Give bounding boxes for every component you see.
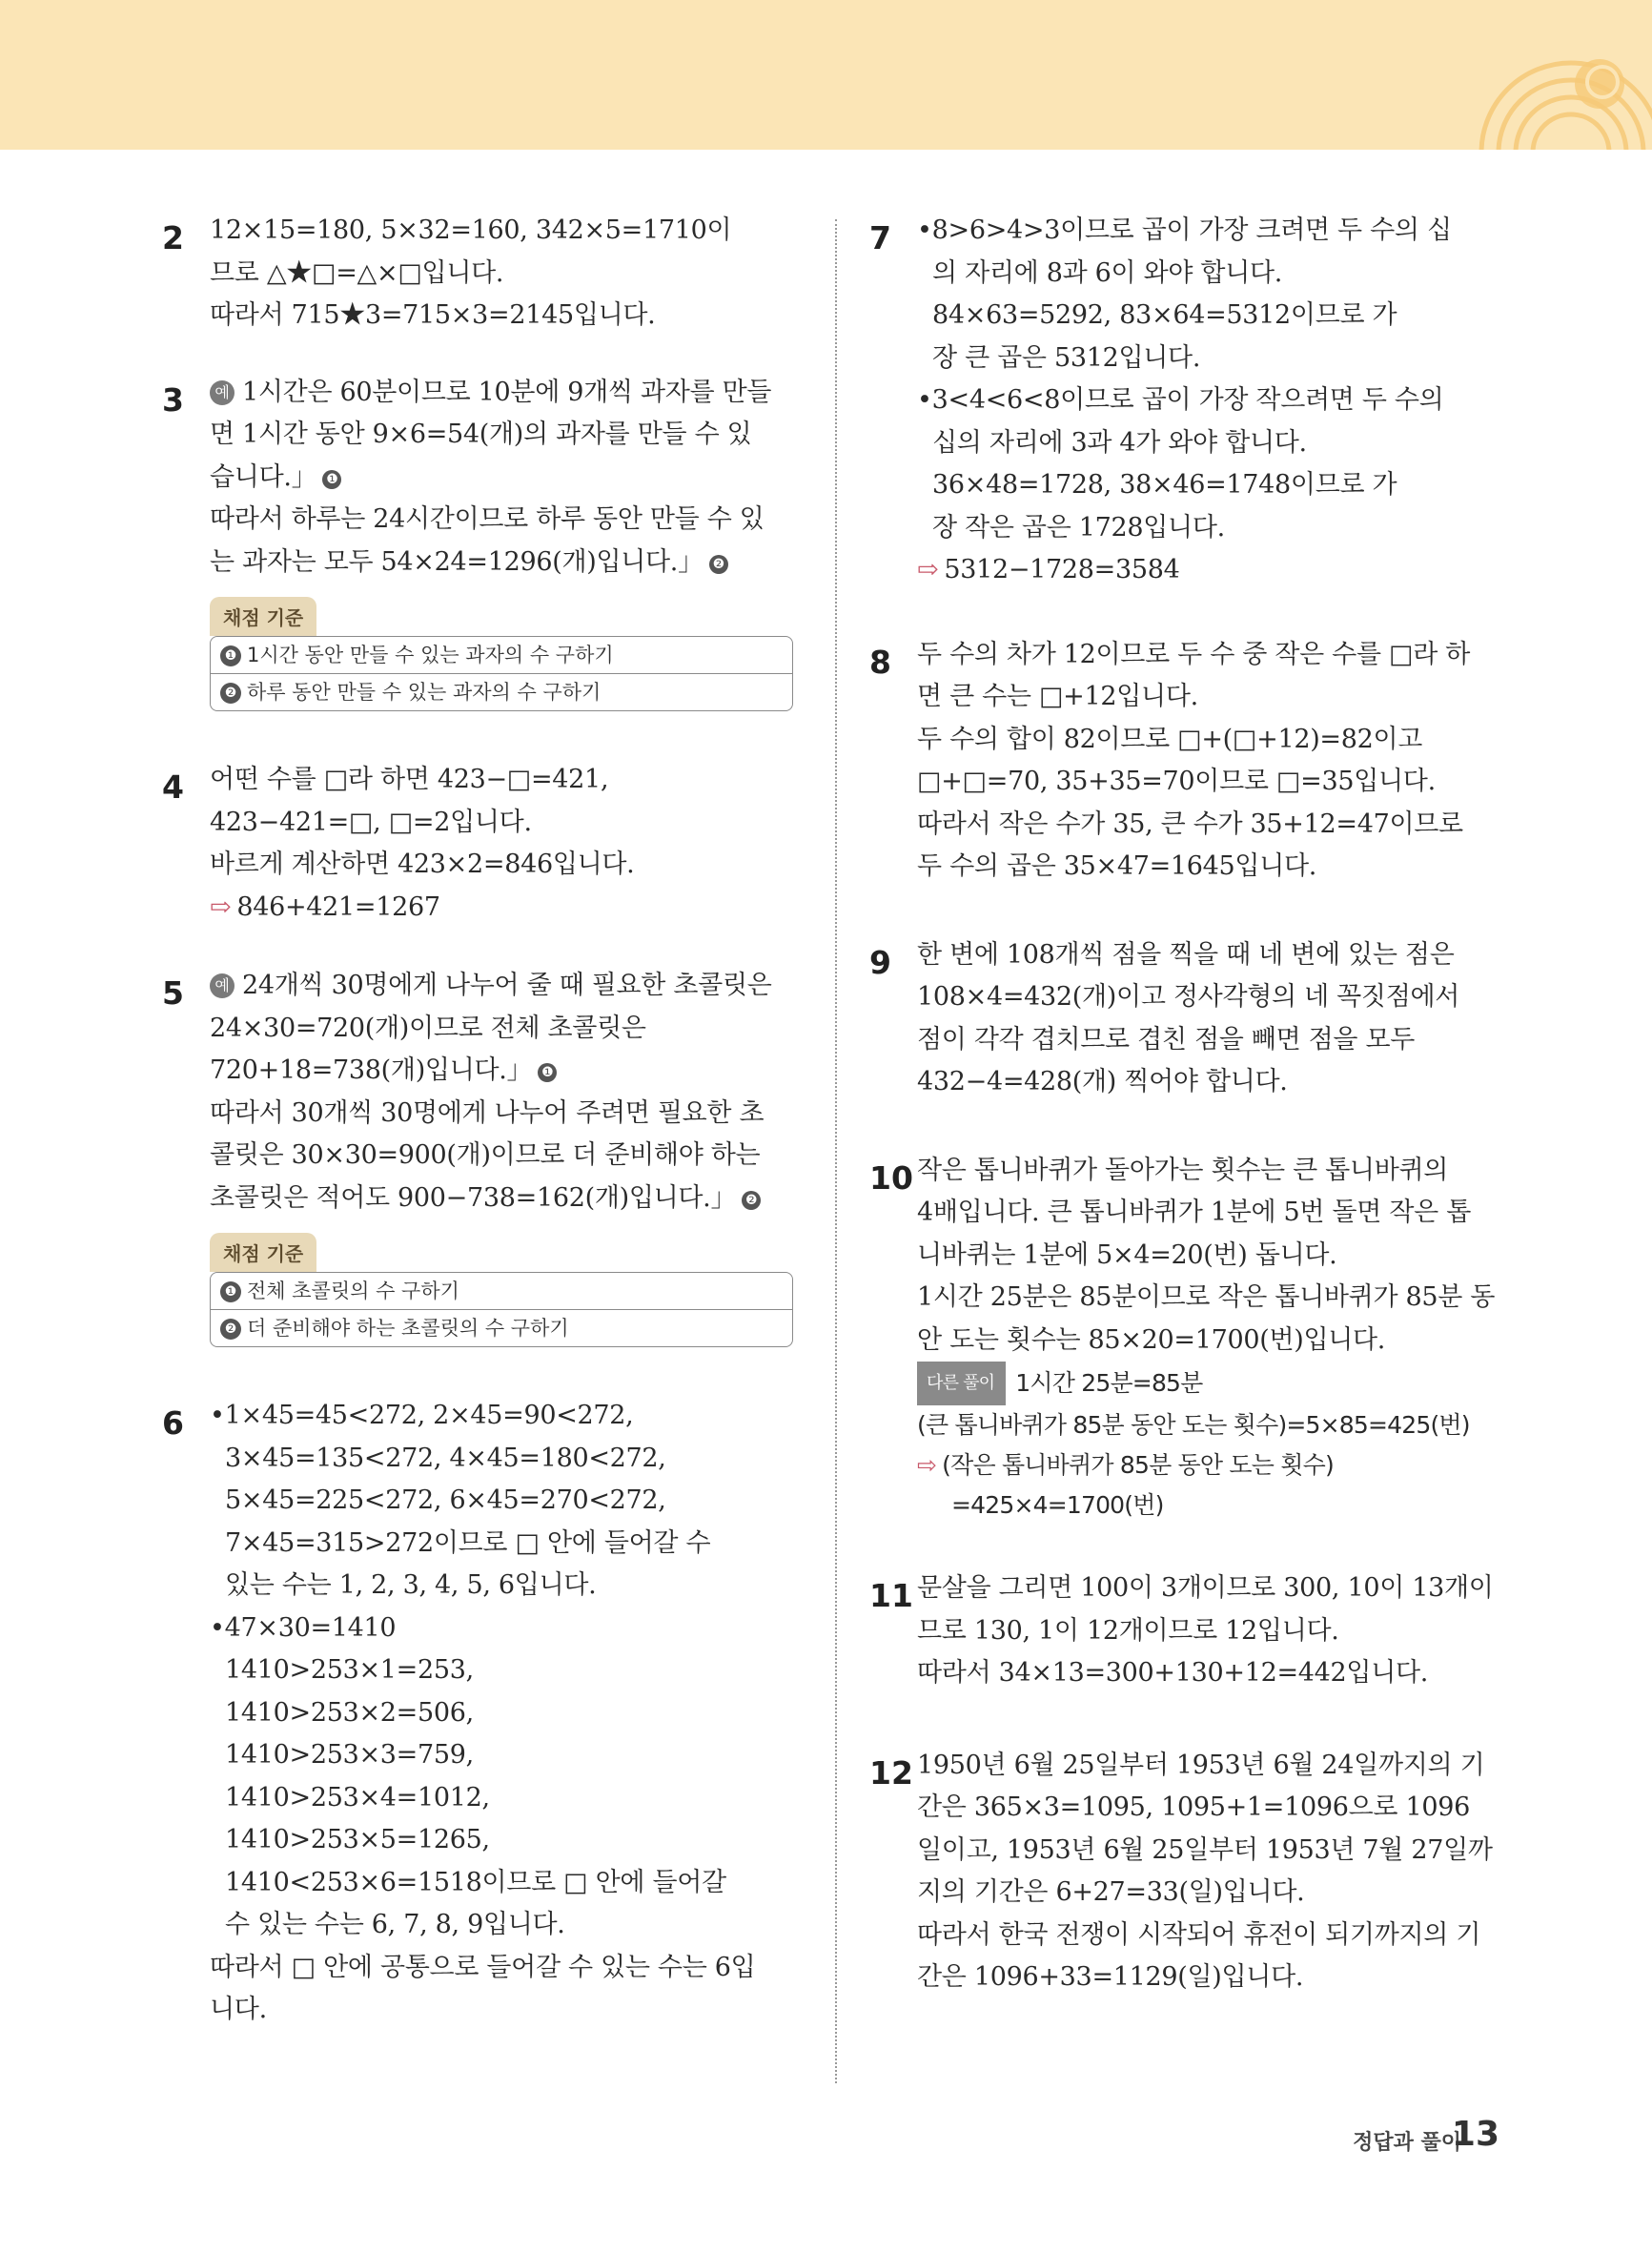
text-line: •1×45=45<272, 2×45=90<272, [210,1401,634,1430]
text-line: 24×30=720(개)이므로 전체 초콜릿은 [210,1013,646,1043]
rubric-row [211,1273,792,1309]
text-line: 바르게 계산하면 423×2=846입니다. [210,850,635,879]
text-line: 5×45=225<272, 6×45=270<272, [225,1485,666,1515]
text-line: 장 큰 곱은 5312입니다. [932,342,1201,373]
text-line: 7×45=315>272이므로 □ 안에 들어갈 수 [225,1527,711,1558]
text-line: 1410>253×1=253, [225,1655,474,1685]
problem-number: 11 [869,1577,913,1614]
problem-6 [162,1395,791,2032]
rubric-text: 하루 동안 만들 수 있는 과자의 수 구하기 [247,681,602,704]
problem-number: 7 [869,219,891,256]
text-line: 장 작은 곱은 1728입니다. [932,512,1225,543]
text-line: =425×4=1700(번) [951,1491,1164,1519]
text-line: 수 있는 수는 6, 7, 8, 9입니다. [225,1910,565,1939]
problem-5 [162,965,791,1347]
other-solution-badge: 다른 풀이 [917,1362,1006,1405]
right-column [869,210,1499,2028]
problem-10 [869,1150,1499,1526]
text-line: 1시간은 60분이므로 10분에 9개씩 과자를 만들 [242,377,772,407]
problem-number: 12 [869,1753,913,1792]
text-line: 작은 톱니바퀴가 돌아가는 횟수는 큰 톱니바퀴의 [917,1155,1449,1185]
rubric-box [210,1272,793,1347]
problem-11 [869,1567,1499,1695]
text-line: 있는 수는 1, 2, 3, 4, 5, 6입니다. [225,1570,597,1600]
text-line: 1410>253×4=1012, [225,1782,490,1813]
rubric-box [210,636,793,711]
text-line: •47×30=1410 [210,1612,397,1643]
text-line: 846+421=1267 [236,891,440,922]
text-line: 습니다.」 [210,461,317,492]
problem-number: 2 [162,219,184,256]
text-line: □+□=70, 35+35=70이므로 □=35입니다. [917,767,1436,796]
text-line: 84×63=5292, 83×64=5312이므로 가 [932,300,1397,330]
text-line: 따라서 34×13=300+130+12=442입니다. [917,1658,1429,1688]
text-line: 따라서 30개씩 30명에게 나누어 주려면 필요한 초 [210,1097,765,1128]
problem-number: 4 [162,768,184,806]
rubric-marker: ❶ [220,1281,241,1302]
text-line: (큰 톱니바퀴가 85분 동안 도는 횟수)=5×85=425(번) [917,1411,1470,1439]
problem-4 [162,759,791,929]
text-line: 면 큰 수는 □+12입니다. [917,682,1198,711]
rubric-row [211,637,792,673]
text-line: 1시간 25분은 85분이므로 작은 톱니바퀴가 85분 동 [917,1282,1496,1312]
problem-8 [869,634,1499,889]
step-marker-1: ❶ [322,470,341,489]
text-line: •3<4<6<8이므로 곱이 가장 작으려면 두 수의 [917,385,1444,415]
problem-number: 9 [869,943,891,981]
text-line: 12×15=180, 5×32=160, 342×5=1710이 [210,215,732,245]
text-line: 어떤 수를 □라 하면 423−□=421, [210,765,609,794]
left-column [162,210,791,2060]
text-line: 따라서 한국 전쟁이 시작되어 휴전이 되기까지의 기 [917,1919,1481,1950]
page-number: 13 [1451,2115,1499,2154]
step-marker-2: ❷ [709,555,728,574]
text-line: 의 자리에 8과 6이 와야 합니다. [932,257,1283,288]
example-badge: 예 [210,973,235,998]
text-line: 므로 △★□=△×□입니다. [210,257,504,288]
text-line: 423−421=□, □=2입니다. [210,807,532,837]
scoring-rubric [210,1233,793,1347]
text-line: 1410>253×3=759, [225,1740,474,1770]
text-line: 십의 자리에 3과 4가 와야 합니다. [932,427,1307,458]
text-line: 108×4=432(개)이고 정사각형의 네 꼭짓점에서 [917,982,1460,1012]
result-arrow-icon: ⇨ [210,891,232,922]
text-line: 므로 130, 1이 12개이므로 12입니다. [917,1615,1339,1646]
text-line: 니바퀴는 1분에 5×4=20(번) 돕니다. [917,1239,1337,1270]
step-marker-1: ❶ [538,1063,557,1082]
text-line: 따라서 □ 안에 공통으로 들어갈 수 있는 수는 6입 [210,1952,756,1982]
problem-number: 3 [162,380,184,419]
header-band [0,0,1652,150]
rubric-marker: ❷ [220,1319,241,1340]
text-line: 1950년 6월 25일부터 1953년 6월 24일까지의 기 [917,1750,1485,1780]
text-line: 따라서 작은 수가 35, 큰 수가 35+12=47이므로 [917,809,1463,839]
problem-number: 10 [869,1158,913,1197]
problem-12 [869,1745,1499,1999]
text-line: 한 변에 108개씩 점을 찍을 때 네 변에 있는 점은 [917,939,1455,970]
text-line: 24개씩 30명에게 나누어 줄 때 필요한 초콜릿은 [242,971,772,1000]
column-divider [835,219,837,2083]
text-line: 432−4=428(개) 찍어야 합니다. [917,1067,1288,1096]
text-line: 두 수의 합이 82이므로 □+(□+12)=82이고 [917,724,1423,754]
scoring-rubric [210,597,793,711]
text-line: 두 수의 곱은 35×47=1645입니다. [917,851,1317,881]
text-line: 간은 365×3=1095, 1095+1=1096으로 1096 [917,1792,1470,1822]
rubric-marker: ❷ [220,683,241,704]
text-line: 문살을 그리면 100이 3개이므로 300, 10이 13개이 [917,1573,1494,1603]
rubric-title: 채점 기준 [210,1233,316,1272]
rubric-marker: ❶ [220,645,241,666]
problem-9 [869,934,1499,1104]
problem-2 [162,210,791,338]
text-line: 두 수의 차가 12이므로 두 수 중 작은 수를 □라 하 [917,639,1471,669]
problem-number: 5 [162,974,184,1012]
problem-7 [869,210,1499,592]
text-line: 일이고, 1953년 6월 25일부터 1953년 7월 27일까 [917,1834,1493,1865]
example-badge: 예 [210,380,235,405]
text-line: 따라서 하루는 24시간이므로 하루 동안 만들 수 있 [210,504,765,534]
swirl-decoration-icon [1366,0,1652,150]
step-marker-2: ❷ [742,1191,761,1210]
text-line: 3×45=135<272, 4×45=180<272, [225,1443,666,1473]
text-line: 1410<253×6=1518이므로 □ 안에 들어갈 [225,1867,726,1897]
text-line: (작은 톱니바퀴가 85분 동안 도는 횟수) [942,1451,1334,1479]
rubric-text: 더 준비해야 하는 초콜릿의 수 구하기 [247,1317,569,1340]
rubric-row [211,673,792,710]
text-line: 1410>253×5=1265, [225,1825,490,1854]
text-line: •8>6>4>3이므로 곱이 가장 크려면 두 수의 십 [917,215,1452,245]
text-line: 36×48=1728, 38×46=1748이므로 가 [932,470,1397,500]
rubric-row [211,1309,792,1346]
text-line: 720+18=738(개)입니다.」 [210,1055,533,1085]
rubric-text: 전체 초콜릿의 수 구하기 [247,1280,459,1302]
result-arrow-icon: ⇨ [917,1451,937,1479]
text-line: 4배입니다. 큰 톱니바퀴가 1분에 5번 돌면 작은 톱 [917,1198,1471,1227]
text-line: 초콜릿은 적어도 900−738=162(개)입니다.」 [210,1182,737,1213]
problem-3 [162,372,791,712]
text-line: 면 1시간 동안 9×6=54(개)의 과자를 만들 수 있 [210,420,752,449]
text-line: 1시간 25분=85분 [1015,1369,1203,1397]
result-arrow-icon: ⇨ [917,555,939,584]
text-line: 간은 1096+33=1129(일)입니다. [917,1962,1304,1992]
text-line: 니다. [210,1995,267,2024]
text-line: 점이 각각 겹치므로 겹친 점을 빼면 점을 모두 [917,1024,1416,1055]
footer-label: 정답과 풀이 [1353,2131,1461,2155]
text-line: 1410>253×2=506, [225,1697,474,1728]
problem-number: 8 [869,643,891,681]
rubric-title: 채점 기준 [210,597,316,636]
text-line: 콜릿은 30×30=900(개)이므로 더 준비해야 하는 [210,1140,761,1170]
text-line: 는 과자는 모두 54×24=1296(개)입니다.」 [210,546,704,577]
rubric-text: 1시간 동안 만들 수 있는 과자의 수 구하기 [247,644,614,666]
text-line: 따라서 715★3=715×3=2145입니다. [210,300,656,330]
text-line: 지의 기간은 6+27=33(일)입니다. [917,1877,1305,1907]
text-line: 5312−1728=3584 [944,555,1180,584]
text-line: 안 도는 횟수는 85×20=1700(번)입니다. [917,1324,1386,1355]
problem-number: 6 [162,1404,184,1442]
